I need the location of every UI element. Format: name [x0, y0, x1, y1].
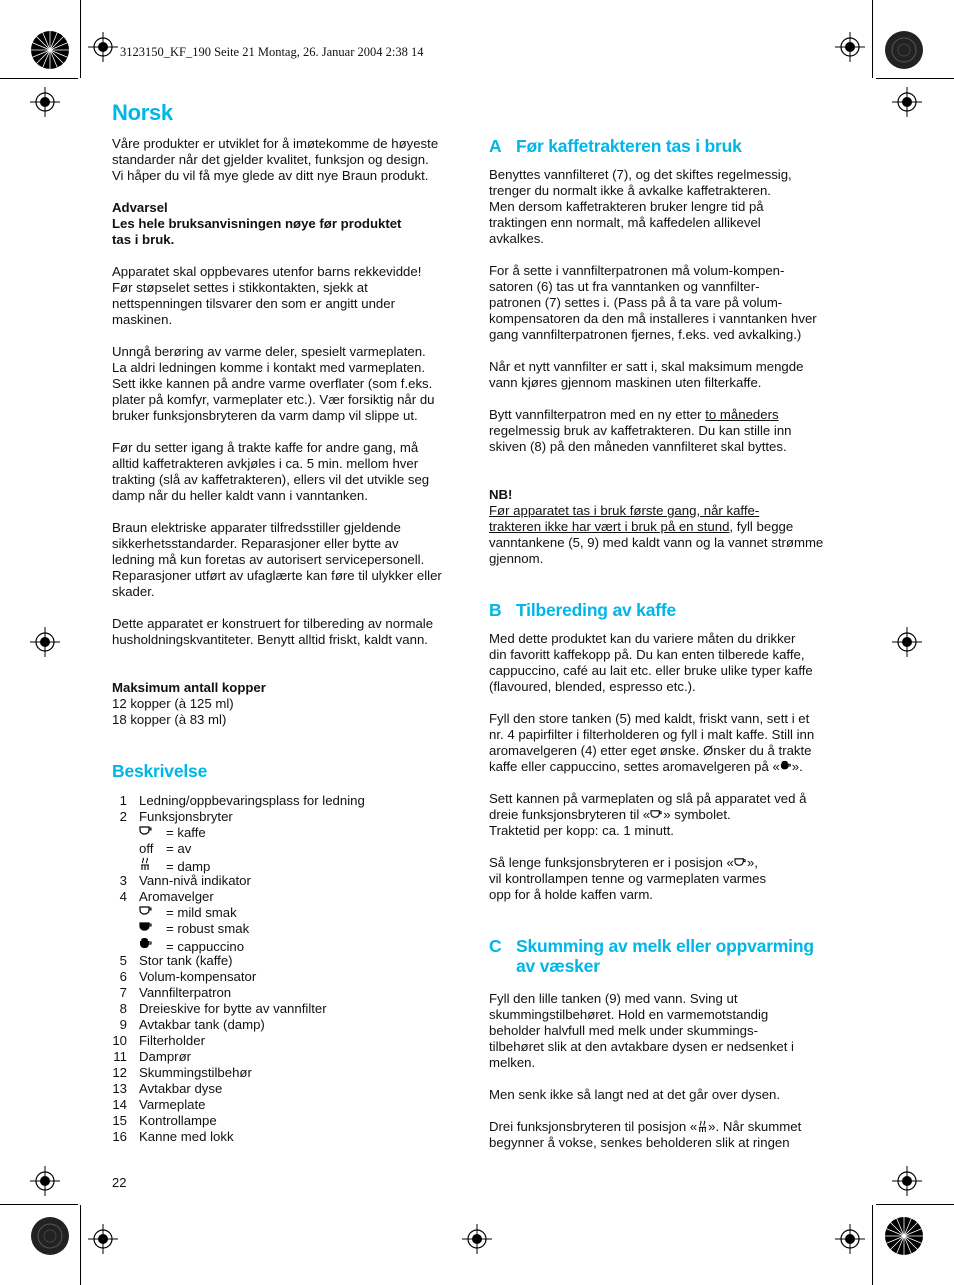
section-b-heading: [489, 600, 849, 620]
list-item: [112, 953, 472, 969]
max-cups-line: 12 kopper (à 125 ml): [112, 696, 234, 711]
text-run: ». Når skummet begynner å vokse, senkes beholderen slik at ringen: [489, 1119, 802, 1150]
item-number: 6: [119, 969, 127, 984]
crop-mark: [872, 1205, 873, 1285]
crop-mark: [872, 0, 873, 78]
registration-mark-icon: [88, 1224, 118, 1254]
item-label: Aromavelger: [139, 889, 214, 904]
registration-mark-icon: [462, 1224, 492, 1254]
item-label: Skummingstilbehør: [139, 1065, 252, 1080]
item-number: 13: [112, 1081, 127, 1096]
paragraph: [489, 855, 849, 903]
cup-icon: [650, 809, 663, 820]
section-a-heading: [489, 136, 849, 156]
list-subitem: [112, 841, 472, 857]
nb-title: NB!: [489, 487, 513, 502]
item-number: 11: [113, 1049, 127, 1064]
item-label: Vannfilterpatron: [139, 985, 232, 1000]
text-run: ».: [791, 759, 803, 774]
paragraph: [489, 791, 849, 839]
item-number: 1: [119, 793, 127, 808]
max-cups-line: 18 kopper (à 83 ml): [112, 712, 227, 727]
warning-title: Advarsel: [112, 200, 168, 215]
list-item: [112, 793, 472, 809]
item-number: 14: [112, 1097, 127, 1112]
parts-list: [112, 953, 472, 1145]
color-dot-mark-icon: [884, 30, 924, 70]
item-number: 5: [119, 953, 127, 968]
item-label: Filterholder: [139, 1033, 205, 1048]
item-label: Ledning/oppbevaringsplass for ledning: [139, 793, 365, 808]
list-subitem: [112, 825, 472, 841]
parts-list: [112, 793, 472, 825]
item-number: 12: [112, 1065, 127, 1080]
list-item: [112, 985, 472, 1001]
crop-mark: [80, 0, 81, 78]
max-cups-title: Maksimum antall kopper: [112, 680, 266, 695]
text-run: » symbolet. Traktetid per kopp: ca. 1 minutt.: [489, 807, 731, 838]
subitem-label: = damp: [166, 859, 211, 874]
subitem-label: = mild smak: [166, 905, 237, 920]
subitem-label: = cappuccino: [166, 939, 245, 954]
list-item: [112, 1065, 472, 1081]
text-run: Så lenge funksjonsbryteren er i posisjon «: [489, 855, 734, 870]
crop-mark: [0, 1204, 78, 1205]
crop-mark: [876, 78, 954, 79]
cup-icon: [734, 857, 747, 868]
item-number: 7: [119, 985, 127, 1000]
cappuccino-icon: [139, 937, 153, 951]
underlined-text: trakteren ikke har vært i bruk på en stund: [489, 519, 730, 534]
registration-mark-icon: [892, 627, 922, 657]
paragraph: Benyttes vannfilteret (7), og det skiftes regelmessig, trenger du normalt ikke å avkalke kaffetrakteren. Men dersom kaffetrakteren bruker lengre tid på traktingen enn normalt, må kaffedelen allikevel avkalkes.: [489, 167, 792, 246]
crop-mark: [80, 1205, 81, 1285]
list-item: [112, 809, 472, 825]
steam-icon: [697, 1120, 708, 1133]
item-number: 9: [119, 1017, 127, 1032]
registration-mark-icon: [30, 627, 60, 657]
starburst-mark-icon: [30, 30, 70, 70]
registration-mark-icon: [835, 32, 865, 62]
registration-mark-icon: [30, 87, 60, 117]
text-run: Bytt vannfilterpatron med en ny etter: [489, 407, 706, 422]
subitem-label: = kaffe: [166, 825, 206, 840]
list-item: [112, 889, 472, 905]
list-item: [112, 1129, 472, 1145]
list-item: [112, 1097, 472, 1113]
section-title: Skumming av melk eller oppvarming av væsker: [516, 936, 814, 976]
section-letter: A: [489, 136, 502, 156]
underlined-text: to måneders: [705, 407, 779, 422]
safety-paragraph: Dette apparatet er konstruert for tilbereding av normale husholdningskvantiteter. Benytt alltid friskt, kaldt vann.: [112, 616, 434, 647]
cappuccino-icon: [780, 760, 792, 772]
list-subitem: [112, 857, 472, 873]
parts-list: [112, 873, 472, 905]
item-label: Avtakbar dyse: [139, 1081, 223, 1096]
list-subitem: [112, 937, 472, 953]
section-c-heading: [489, 936, 849, 976]
warning-body: Les hele bruksanvisningen nøye før produktet tas i bruk.: [112, 216, 402, 247]
list-item: [112, 1001, 472, 1017]
list-item: [112, 1081, 472, 1097]
safety-paragraph: Braun elektriske apparater tilfredsstiller gjeldende sikkerhetsstandarder. Reparasjoner eller bytte av ledning må kun foretas av autorisert servicepersonell. Reparasjoner utført av ufaglærte kan føre til ulykker eller skader.: [112, 520, 442, 599]
item-number: 3: [119, 873, 127, 888]
left-column: [112, 136, 472, 1145]
list-item: [112, 969, 472, 985]
paragraph: Med dette produktet kan du variere måten du drikker din favoritt kaffekopp på. Du kan enten tilberede kaffe, cappuccino, café au lait etc. eller bruke ulike typer kaffe (flavoured, blended, espresso etc.).: [489, 631, 813, 694]
item-number: 2: [119, 809, 127, 824]
underlined-text: Før apparatet tas i bruk første gang, når kaffe-: [489, 503, 760, 518]
item-label: Funksjonsbryter: [139, 809, 233, 824]
item-label: Kontrollampe: [139, 1113, 217, 1128]
color-dot-mark-icon: [30, 1216, 70, 1256]
nb-paragraph: [489, 503, 849, 567]
list-item: [112, 1113, 472, 1129]
cup-icon: [139, 825, 153, 837]
item-label: Volum-kompensator: [139, 969, 257, 984]
list-item: [112, 1049, 472, 1065]
item-number: 4: [119, 889, 127, 904]
item-number: 10: [112, 1033, 127, 1048]
paragraph: For å sette i vannfilterpatronen må volum-kompen- satoren (6) tas ut fra vanntanken og vannfilter- patronen (7) settes i. (Pass på å ta vare på volum- kompensatoren da den må installeres i vanntanken hver gang vannfilterpatronen fjernes, f.eks. ved avkalking.): [489, 263, 817, 342]
subitem-label: = robust smak: [166, 921, 250, 936]
section-letter: B: [489, 600, 502, 620]
print-header: 3123150_KF_190 Seite 21 Montag, 26. Januar 2004 2:38 14: [120, 45, 424, 59]
starburst-mark-icon: [884, 1216, 924, 1256]
list-item: [112, 873, 472, 889]
off-symbol: off: [139, 841, 154, 856]
item-number: 15: [112, 1113, 127, 1128]
subitem-label: = av: [166, 841, 192, 856]
description-heading: Beskrivelse: [112, 761, 208, 781]
item-label: Stor tank (kaffe): [139, 953, 233, 968]
registration-mark-icon: [88, 32, 118, 62]
item-number: 8: [119, 1001, 127, 1016]
text-run: , fyll begge: [729, 519, 794, 534]
text-run: vanntankene (5, 9) med kaldt vann og la vannet strømme gjennom.: [489, 535, 824, 566]
crop-mark: [0, 78, 78, 79]
safety-paragraph: Apparatet skal oppbevares utenfor barns rekkevidde! Før støpselet settes i stikkontakten, sjekk at nettspenningen tilsvarer den som er angitt under maskinen.: [112, 264, 422, 327]
list-subitem: [112, 905, 472, 921]
safety-paragraph: Unngå berøring av varme deler, spesielt varmeplaten. La aldri ledningen komme i kontakt med varmeplaten. Sett ikke kannen på andre varme overflater (som f.eks. plater på komfyr, varmeplater etc.). Vær forsiktig når du bruker funksjonsbryteren da varm damp vil slippe ut.: [112, 344, 435, 423]
registration-mark-icon: [30, 1166, 60, 1196]
paragraph: Men senk ikke så langt ned at det går over dysen.: [489, 1087, 781, 1102]
paragraph: [489, 711, 849, 775]
page-title: Norsk: [112, 100, 173, 125]
registration-mark-icon: [892, 87, 922, 117]
paragraph: Når et nytt vannfilter er satt i, skal maksimum mengde vann kjøres gjennom maskinen uten filterkaffe.: [489, 359, 804, 390]
section-letter: C: [489, 936, 502, 956]
registration-mark-icon: [835, 1224, 865, 1254]
item-label: Vann-nivå indikator: [139, 873, 251, 888]
item-label: Varmeplate: [139, 1097, 206, 1112]
paragraph: Fyll den lille tanken (9) med vann. Sving ut skummingstilbehøret. Hold en varmemotstandig beholder halvfull med melk under skummings- tilbehøret slik at den avtakbare dysen er nedsenket i melken.: [489, 991, 794, 1070]
section-title: Før kaffetrakteren tas i bruk: [516, 136, 742, 156]
section-title: Tilbereding av kaffe: [516, 600, 677, 620]
registration-mark-icon: [892, 1166, 922, 1196]
paragraph: [489, 407, 849, 455]
item-number: 16: [112, 1129, 127, 1144]
item-label: Avtakbar tank (damp): [139, 1017, 265, 1032]
right-column: [489, 136, 849, 1151]
text-run: regelmessig bruk av kaffetrakteren. Du kan stille inn skiven (8) på den måneden vannfilteret skal byttes.: [489, 423, 792, 454]
item-label: Kanne med lokk: [139, 1129, 234, 1144]
list-subitem: [112, 921, 472, 937]
strong-cup-icon: [139, 921, 153, 933]
text-run: Drei funksjonsbryteren til posisjon «: [489, 1119, 698, 1134]
text-run: », vil kontrollampen tenne og varmeplaten varmes opp for å holde kaffen varm.: [489, 855, 767, 902]
intro-paragraph: Våre produkter er utviklet for å imøtekomme de høyeste standarder når det gjelder kvalitet, funksjon og design. Vi håper du vil få mye glede av ditt nye Braun produkt.: [112, 136, 439, 183]
list-item: [112, 1017, 472, 1033]
page-number: 22: [112, 1175, 127, 1190]
item-label: Dreieskive for bytte av vannfilter: [139, 1001, 327, 1016]
text-run: Fyll den store tanken (5) med kaldt, friskt vann, sett i et nr. 4 papirfilter i filterholderen og fyll i malt kaffe. Still inn aromavelgeren (4) etter eget ønske. Ønsker du å trakte kaffe eller cappuccino, settes aromavelgeren på «: [489, 711, 815, 774]
text-run: Sett kannen på varmeplaten og slå på apparatet ved å dreie funksjonsbryteren til «: [489, 791, 807, 822]
list-item: [112, 1033, 472, 1049]
crop-mark: [876, 1204, 954, 1205]
paragraph: [489, 1119, 849, 1151]
steam-icon: [139, 857, 151, 871]
cup-icon: [139, 905, 153, 917]
safety-paragraph: Før du setter igang å trakte kaffe for andre gang, må alltid kaffetrakteren avkjøles i ca. 5 min. mellom hver trakting (slå av kaffetrakteren), ellers vil det utvikle seg damp når du heller kaldt vann i vanntanken.: [112, 440, 430, 503]
item-label: Damprør: [139, 1049, 192, 1064]
